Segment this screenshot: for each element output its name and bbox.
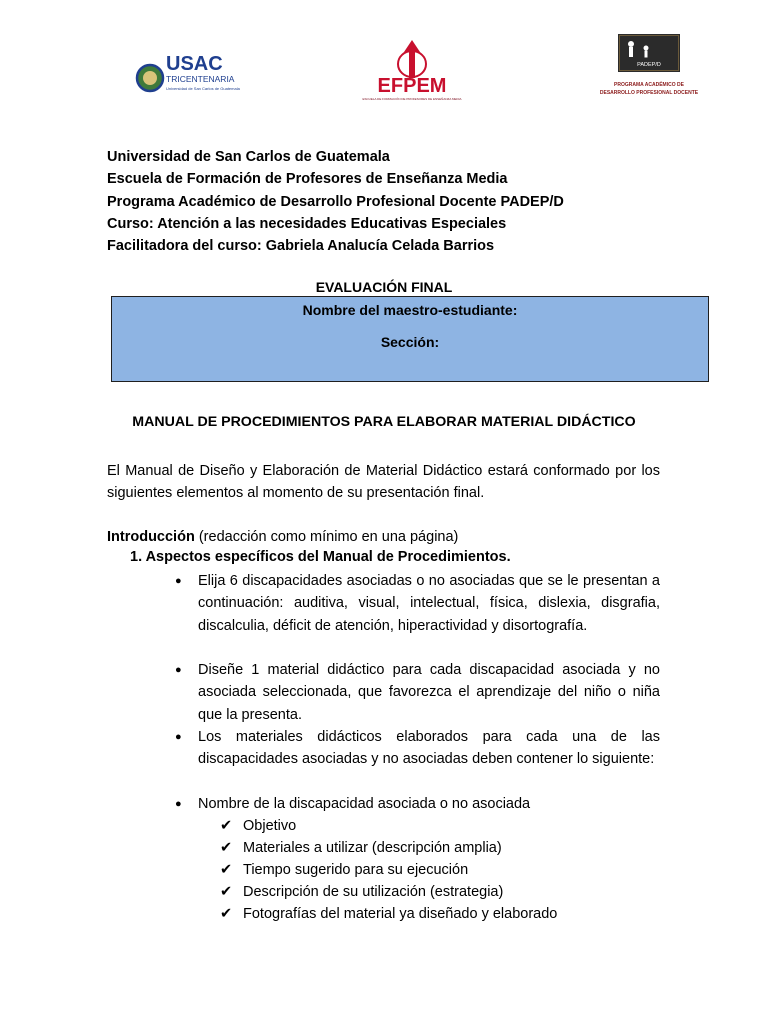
document-header: [107, 146, 564, 257]
checklist-text: Fotografías del material ya diseñado y elaborado: [243, 906, 558, 922]
course-name: Curso: Atención a las necesidades Educativas Especiales: [107, 215, 507, 232]
student-info-box: [111, 296, 709, 382]
checklist-item: [220, 881, 503, 903]
checklist-text: Materiales a utilizar (descripción amplia): [243, 840, 502, 856]
padep-logo: [600, 34, 698, 106]
checklist-text: Tiempo sugerido para su ejecución: [243, 862, 469, 878]
efpem-logo: [360, 38, 464, 104]
student-name-label: Nombre del maestro-estudiante:: [302, 302, 518, 318]
university-name: Universidad de San Carlos de Guatemala: [107, 149, 390, 165]
checklist-item: [220, 859, 468, 881]
evaluation-title: EVALUACIÓN FINAL: [315, 279, 453, 295]
bullet-text: Diseñe 1 material didáctico para cada discapacidad asociada y no asociada seleccionada, que favorezca el aprendizaje del niño o niña que la presenta.: [198, 662, 660, 723]
svg-text:Universidad de San Carlos de G: Universidad de San Carlos de Guatemala: [166, 86, 240, 91]
checklist-item: [220, 815, 296, 837]
bullet-icon: ●: [175, 664, 182, 676]
svg-text:PROGRAMA ACADÉMICO DE: PROGRAMA ACADÉMICO DE: [614, 82, 684, 88]
program-name: Programa Académico de Desarrollo Profesional Docente PADEP/D: [107, 193, 564, 210]
section-label: Sección:: [380, 334, 440, 350]
school-name: Escuela de Formación de Profesores de Enseñanza Media: [107, 171, 508, 188]
checklist-item: [220, 837, 502, 859]
svg-text:USAC: USAC: [166, 53, 223, 75]
bullet-text: Elija 6 discapacidades asociadas o no asociadas que se le presentan a continuación: auditiva, visual, intelectual, física, dislexia, disgrafia, discalculia, déficit de atención, hiperactividad y disortografía.: [198, 573, 660, 634]
checklist-item: [220, 903, 557, 925]
bullet-icon: ●: [175, 798, 182, 810]
svg-text:DESARROLLO PROFESIONAL DOCENTE: DESARROLLO PROFESIONAL DOCENTE: [599, 90, 699, 96]
checklist-text: Objetivo: [243, 818, 297, 834]
intro-line: [107, 526, 660, 548]
intro-paragraph: El Manual de Diseño y Elaboración de Material Didáctico estará conformado por los siguientes elementos al momento de su presentación final.: [107, 463, 660, 501]
bullet-icon: ●: [175, 575, 182, 587]
svg-text:ESCUELA DE FORMACIÓN DE PROFES: ESCUELA DE FORMACIÓN DE PROFESORES DE ENSEÑANZA MEDIA: [362, 97, 462, 101]
list-item: [175, 570, 660, 637]
checkmark-icon: ✔: [220, 884, 233, 900]
list-item: [175, 726, 660, 771]
intro-note: (redacción como mínimo en una página): [194, 529, 459, 545]
list-item: [175, 793, 660, 815]
checklist-text: Descripción de su utilización (estrategia): [243, 884, 504, 900]
svg-text:PADEP/D: PADEP/D: [637, 62, 661, 68]
svg-text:EFPEM: EFPEM: [377, 75, 447, 97]
usac-logo: [136, 48, 240, 106]
checkmark-icon: ✔: [220, 906, 233, 922]
facilitator-name: Facilitadora del curso: Gabriela Analucía Celada Barrios: [107, 238, 495, 255]
bullet-text: Los materiales didácticos elaborados para cada una de las discapacidades asociadas y no asociadas deben contener lo siguiente:: [198, 729, 660, 768]
logos-row: [0, 34, 768, 114]
intro-label: Introducción: [107, 529, 195, 545]
checkmark-icon: ✔: [220, 818, 233, 834]
bullet-text: Nombre de la discapacidad asociada o no asociada: [198, 796, 531, 812]
checkmark-icon: ✔: [220, 840, 233, 856]
svg-text:TRICENTENARIA: TRICENTENARIA: [166, 74, 235, 84]
list-item: [175, 659, 660, 726]
manual-title: MANUAL DE PROCEDIMIENTOS PARA ELABORAR MATERIAL DIDÁCTICO: [132, 414, 636, 430]
bullet-icon: ●: [175, 731, 182, 743]
section-1-heading: 1. Aspectos específicos del Manual de Procedimientos.: [130, 549, 511, 565]
checkmark-icon: ✔: [220, 862, 233, 878]
